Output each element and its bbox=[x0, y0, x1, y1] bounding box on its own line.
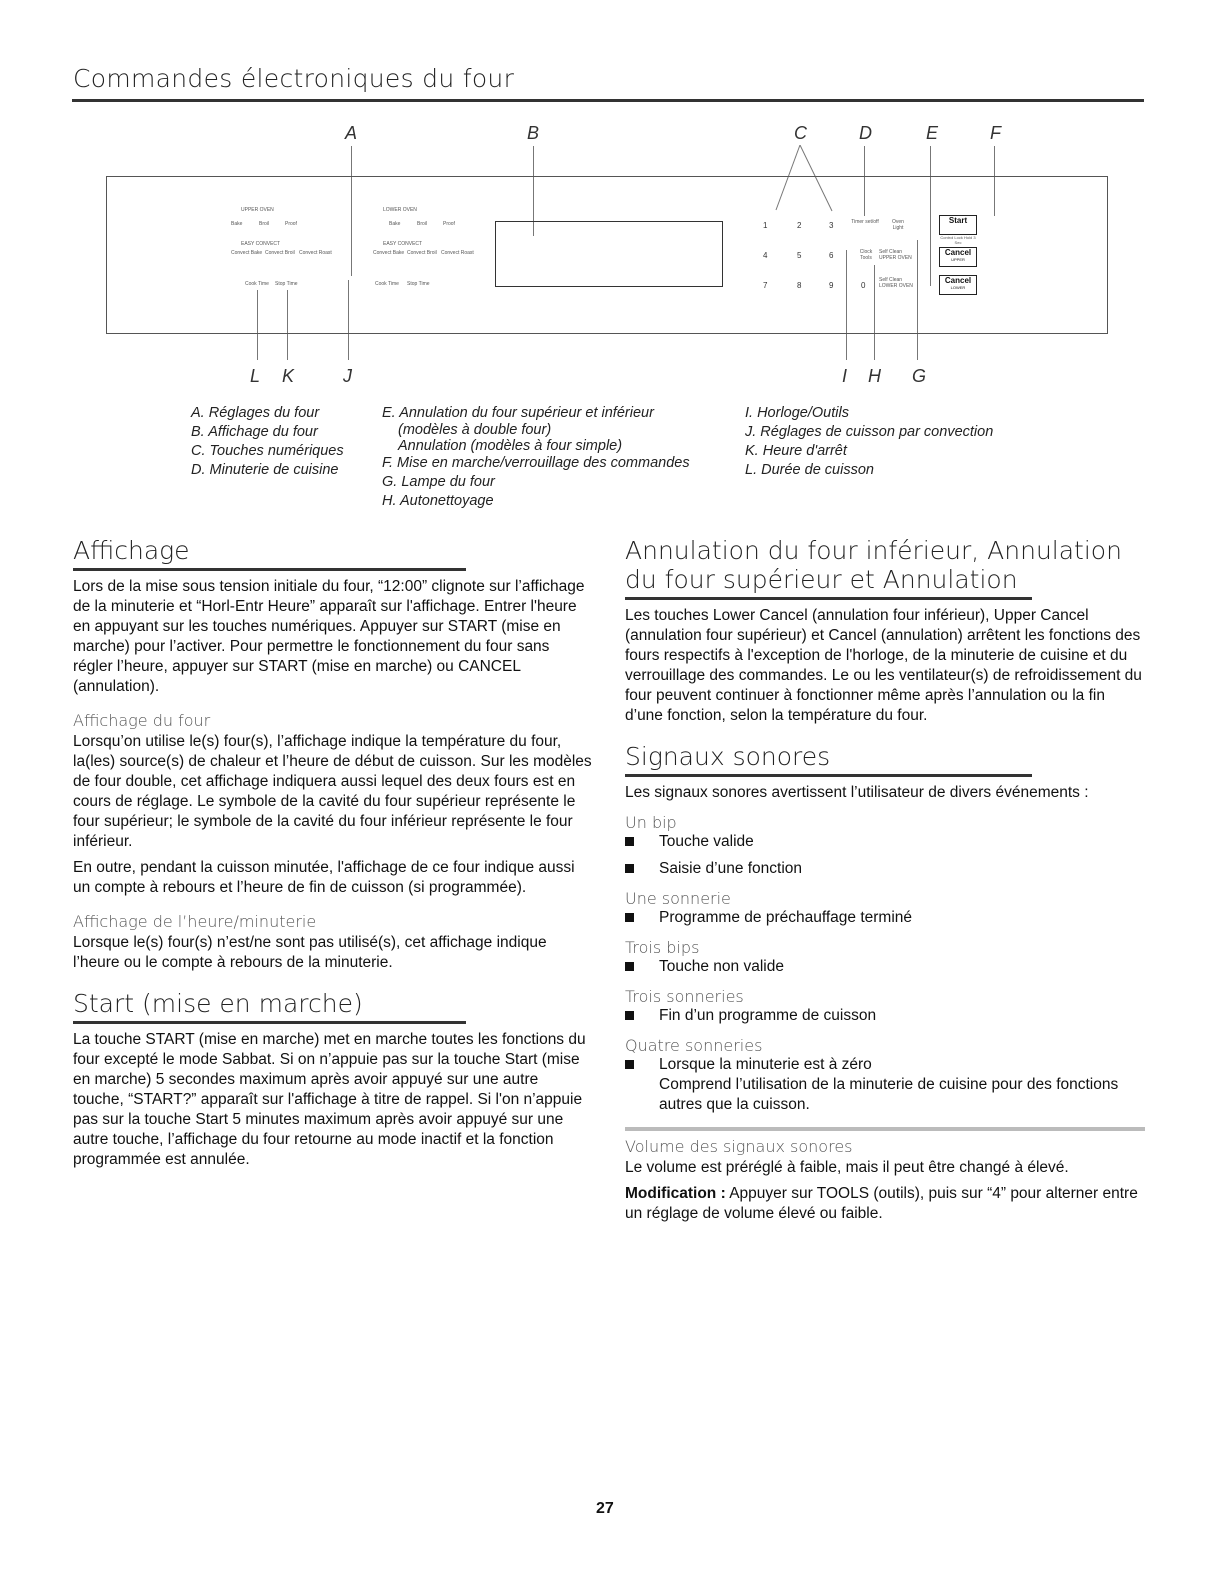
lower-convect-bake-key[interactable]: Convect Bake bbox=[373, 250, 405, 256]
affichage-four-heading: Affichage du four bbox=[73, 711, 211, 730]
key-8[interactable]: 8 bbox=[797, 281, 802, 290]
affichage-rule bbox=[73, 568, 466, 571]
trois-bips-heading: Trois bips bbox=[625, 938, 700, 957]
upper-bake-key[interactable]: Bake bbox=[231, 221, 243, 227]
affichage-heading: Affichage bbox=[73, 536, 190, 565]
title-rule bbox=[72, 99, 1144, 102]
lower-cook-time-key[interactable]: Cook Time bbox=[375, 281, 399, 287]
une-sonnerie-heading: Une sonnerie bbox=[625, 889, 731, 908]
start-sublabel: Control Lock Hold 3 Sec bbox=[940, 235, 976, 245]
list-item: Touche valide bbox=[625, 832, 1145, 852]
oven-display bbox=[495, 221, 723, 287]
legend-column-3: I. Horloge/Outils J. Réglages de cuisson par convection K. Heure d'arrêt L. Durée de cuisson bbox=[745, 405, 994, 478]
self-clean-upper-key[interactable]: Self Clean UPPER OVEN bbox=[879, 249, 912, 261]
key-7[interactable]: 7 bbox=[763, 281, 768, 290]
lower-bake-key[interactable]: Bake bbox=[389, 221, 401, 227]
label-d: D bbox=[859, 123, 872, 143]
oven-light-key[interactable]: Oven Light bbox=[892, 219, 904, 231]
volume-paragraph: Le volume est préréglé à faible, mais il peut être changé à élevé. bbox=[625, 1159, 1069, 1176]
annulation-rule bbox=[625, 597, 1032, 600]
cook-time-key[interactable]: Cook Time bbox=[245, 281, 269, 287]
affichage-section bbox=[73, 536, 593, 1170]
upper-broil-key[interactable]: Broil bbox=[259, 221, 270, 227]
list-item: Programme de préchauffage terminé bbox=[625, 908, 1145, 928]
start-paragraph: La touche START (mise en marche) met en marche toutes les fonctions du four excepté le mode Sabbat. Si on n’appuie pas sur la touche Start (mise en marche) 5 secondes maximum après avoir appuyé sur une autre touche, “START?” apparaît sur l'affichage à titre de rappel. Si l'on n’appuie pas sur la touche Start 5 minutes maximum après avoir appuyé sur une autre touche, l’affichage du four retourne au mode inactif et la fonction programmée est annulée. bbox=[73, 1031, 586, 1168]
start-button[interactable]: Start bbox=[939, 215, 977, 235]
lower-easy-convect-label: EASY CONVECT bbox=[383, 241, 423, 247]
upper-convect-roast-key[interactable]: Convect Roast bbox=[299, 250, 332, 256]
page-title: Commandes électroniques du four bbox=[73, 64, 515, 93]
key-4[interactable]: 4 bbox=[763, 251, 768, 260]
clock-tools-key[interactable]: Clock Tools bbox=[859, 249, 873, 261]
annulation-heading-line2: du four supérieur et Annulation bbox=[625, 565, 1018, 594]
signaux-rule bbox=[625, 774, 1032, 777]
label-h: H bbox=[868, 366, 881, 386]
label-a: A bbox=[345, 123, 358, 143]
control-panel bbox=[106, 176, 1108, 334]
label-b: B bbox=[527, 123, 540, 143]
list-item: Fin d’un programme de cuisson bbox=[625, 1006, 1145, 1026]
lower-convect-roast-key[interactable]: Convect Roast bbox=[441, 250, 474, 256]
lower-broil-key[interactable]: Broil bbox=[417, 221, 428, 227]
lower-oven-label: LOWER OVEN bbox=[383, 207, 417, 213]
stop-time-key[interactable]: Stop Time bbox=[275, 281, 298, 287]
list-item: Lorsque la minuterie est à zéro Comprend l’utilisation de la minuterie de cuisine pour des fonctions autres que la cuisson. bbox=[625, 1055, 1145, 1115]
affichage-heure-p: Lorsque le(s) four(s) n’est/ne sont pas utilisé(s), cet affichage indique l’heure ou le compte à rebours de la minuterie. bbox=[73, 934, 547, 971]
trois-sonneries-heading: Trois sonneries bbox=[625, 987, 744, 1006]
signaux-intro: Les signaux sonores avertissent l’utilisateur de divers événements : bbox=[625, 784, 1089, 801]
lower-convect-broil-key[interactable]: Convect Broil bbox=[407, 250, 437, 256]
cancel-upper-button[interactable]: Cancel UPPER bbox=[939, 247, 977, 267]
legend-column-1: A. Réglages du four B. Affichage du four C. Touches numériques D. Minuterie de cuisine bbox=[191, 405, 344, 478]
legend-column-2: E. Annulation du four supérieur et inférieur (modèles à double four) Annulation (modèles à four simple) F. Mise en marche/verrouillage des commandes G. Lampe du four H. Autonettoyage bbox=[382, 405, 690, 509]
modification-paragraph: Modification : Appuyer sur TOOLS (outils), puis sur “4” pour alterner entre un réglage de volume élevé ou faible. bbox=[625, 1185, 1138, 1222]
signaux-heading: Signaux sonores bbox=[625, 742, 831, 771]
annulation-paragraph: Les touches Lower Cancel (annulation four inférieur), Upper Cancel (annulation four supérieur) et Cancel (annulation) arrêtent les fonctions des fours respectifs à l'exception de l'horloge, de la minuterie de cuisine et du verrouillage des commandes. Le ou les ventilateur(s) de refroidissement du four peuvent continuer à fonctionner même après l’annulation ou la fin d’une fonction, selon la température du four. bbox=[625, 607, 1142, 724]
start-rule bbox=[73, 1021, 466, 1024]
upper-convect-broil-key[interactable]: Convect Broil bbox=[265, 250, 295, 256]
list-item: Touche non valide bbox=[625, 957, 1145, 977]
upper-easy-convect-label: EASY CONVECT bbox=[241, 241, 281, 247]
volume-heading: Volume des signaux sonores bbox=[625, 1137, 853, 1156]
label-j: J bbox=[343, 366, 352, 386]
annulation-section bbox=[625, 536, 1145, 1224]
key-1[interactable]: 1 bbox=[763, 221, 768, 230]
upper-oven-label: UPPER OVEN bbox=[241, 207, 274, 213]
affichage-intro: Lors de la mise sous tension initiale du four, “12:00” clignote sur l’affichage de la minuterie et “Horl-Entr Heure” apparaît sur l'affichage. Entrer l'heure en appuyant sur les touches numériques. Appuyer sur START (mise en marche) pour l’activer. Pour permettre le fonctionnement du four sans régler l’heure, appuyer sur START (mise en marche) ou CANCEL (annulation). bbox=[73, 578, 585, 695]
volume-rule bbox=[625, 1127, 1145, 1131]
key-3[interactable]: 3 bbox=[829, 221, 834, 230]
key-2[interactable]: 2 bbox=[797, 221, 802, 230]
affichage-four-p2: En outre, pendant la cuisson minutée, l'affichage de ce four indique aussi un compte à rebours et l’heure de fin de cuisson (si programmée). bbox=[73, 859, 575, 896]
cancel-lower-button[interactable]: Cancel LOWER bbox=[939, 275, 977, 295]
start-heading: Start (mise en marche) bbox=[73, 989, 363, 1018]
label-f: F bbox=[990, 123, 1001, 143]
key-5[interactable]: 5 bbox=[797, 251, 802, 260]
list-item: Saisie d’une fonction bbox=[625, 859, 1145, 879]
lower-stop-time-key[interactable]: Stop Time bbox=[407, 281, 430, 287]
label-k: K bbox=[282, 366, 295, 386]
label-g: G bbox=[912, 366, 927, 386]
label-e: E bbox=[926, 123, 939, 143]
timer-key[interactable]: Timer set/off bbox=[851, 219, 879, 225]
upper-proof-key[interactable]: Proof bbox=[285, 221, 297, 227]
quatre-sonneries-heading: Quatre sonneries bbox=[625, 1036, 763, 1055]
un-bip-heading: Un bip bbox=[625, 813, 677, 832]
label-l: L bbox=[250, 366, 261, 386]
key-6[interactable]: 6 bbox=[829, 251, 834, 260]
upper-convect-bake-key[interactable]: Convect Bake bbox=[231, 250, 263, 256]
page-number: 27 bbox=[596, 1500, 614, 1517]
annulation-heading-line1: Annulation du four inférieur, Annulation bbox=[625, 536, 1122, 565]
key-0[interactable]: 0 bbox=[861, 281, 866, 290]
label-c: C bbox=[794, 123, 807, 143]
self-clean-lower-key[interactable]: Self Clean LOWER OVEN bbox=[879, 277, 913, 289]
lower-proof-key[interactable]: Proof bbox=[443, 221, 455, 227]
label-i: I bbox=[842, 366, 848, 386]
affichage-heure-heading: Affichage de l’heure/minuterie bbox=[73, 912, 317, 931]
affichage-four-p1: Lorsqu’on utilise le(s) four(s), l’affichage indique la température du four, la(les) source(s) de chaleur et l’heure de début de cuisson. Sur les modèles de four double, cet affichage indiquera aussi lequel des deux fours est en cours de réglage. Le symbole de la cavité du four supérieur représente le four supérieur; le symbole de la cavité du four inférieur représente le four inférieur. bbox=[73, 733, 592, 850]
key-9[interactable]: 9 bbox=[829, 281, 834, 290]
